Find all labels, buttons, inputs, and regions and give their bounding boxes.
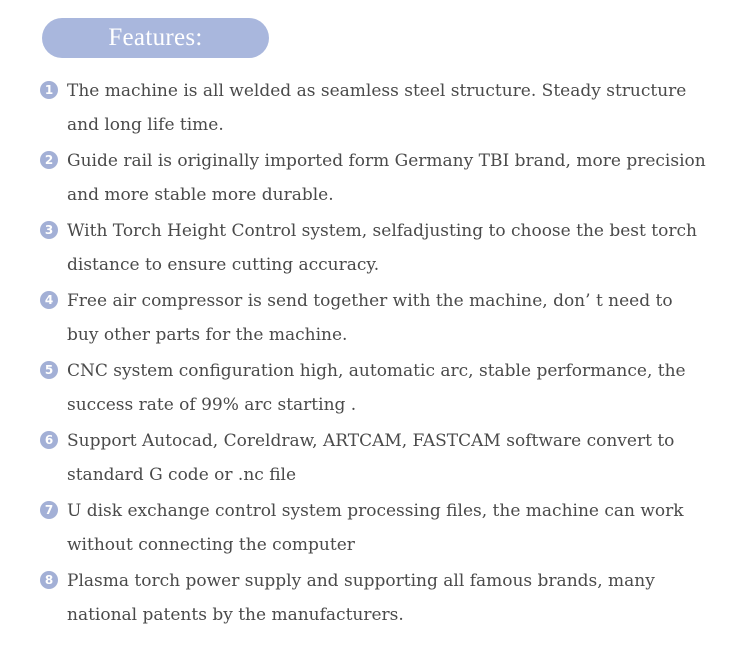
- feature-6-line-1: Support Autocad, Coreldraw, ARTCAM, FASTCAM software convert to: [67, 431, 675, 451]
- feature-3-line-2: distance to ensure cutting accuracy.: [67, 255, 380, 275]
- feature-3-line-1: With Torch Height Control system, selfadjusting to choose the best torch: [67, 221, 697, 241]
- feature-2-line-2: and more stable more durable.: [67, 185, 334, 205]
- feature-4-line-1: Free air compressor is send together with the machine, don’ t need to: [67, 291, 673, 311]
- feature-item-1: [40, 74, 740, 142]
- feature-1-line-1: The machine is all welded as seamless steel structure. Steady structure: [67, 81, 687, 101]
- feature-8-line-2: national patents by the manufacturers.: [67, 605, 404, 625]
- number-2-icon: 2: [40, 151, 58, 169]
- feature-item-7: [40, 494, 740, 562]
- feature-item-6: [40, 424, 740, 492]
- feature-item-4: [40, 284, 740, 352]
- feature-6-line-2: standard G code or .nc file: [67, 465, 297, 485]
- features-heading: Features:: [42, 18, 269, 58]
- feature-item-3: [40, 214, 740, 282]
- feature-4-line-2: buy other parts for the machine.: [67, 325, 348, 345]
- feature-5-line-2: success rate of 99% arc starting .: [67, 395, 357, 415]
- feature-item-8: [40, 564, 740, 632]
- number-5-icon: 5: [40, 361, 58, 379]
- feature-5-line-1: CNC system configuration high, automatic arc, stable performance, the: [67, 361, 686, 381]
- number-6-icon: 6: [40, 431, 58, 449]
- number-4-icon: 4: [40, 291, 58, 309]
- feature-2-line-1: Guide rail is originally imported form Germany TBI brand, more precision: [67, 151, 706, 171]
- feature-7-line-1: U disk exchange control system processing files, the machine can work: [67, 501, 684, 521]
- feature-7-line-2: without connecting the computer: [67, 535, 355, 555]
- feature-item-2: [40, 144, 740, 212]
- feature-1-line-2: and long life time.: [67, 115, 224, 135]
- feature-8-line-1: Plasma torch power supply and supporting all famous brands, many: [67, 571, 655, 591]
- number-7-icon: 7: [40, 501, 58, 519]
- number-1-icon: 1: [40, 81, 58, 99]
- number-8-icon: 8: [40, 571, 58, 589]
- number-3-icon: 3: [40, 221, 58, 239]
- feature-item-5: [40, 354, 740, 422]
- features-list: [40, 74, 740, 632]
